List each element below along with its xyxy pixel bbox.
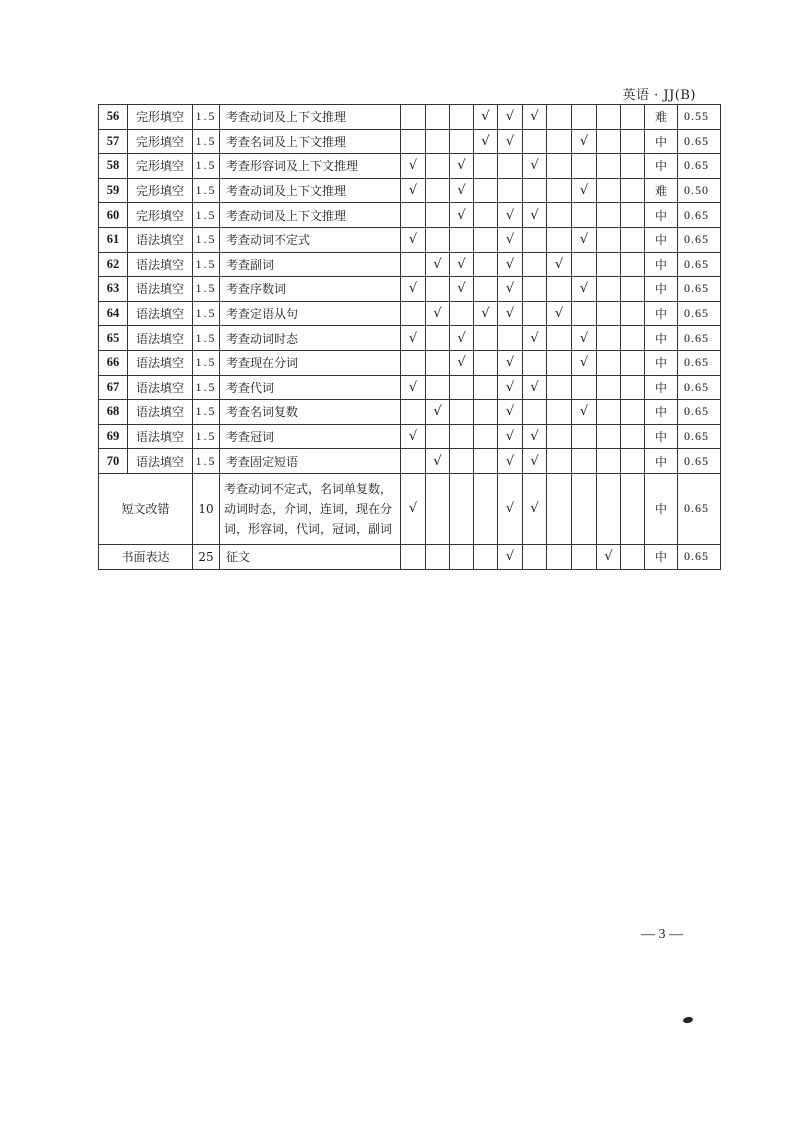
check-cell xyxy=(621,227,645,252)
question-number: 66 xyxy=(99,350,128,375)
check-cell xyxy=(597,326,621,351)
check-cell xyxy=(401,252,426,277)
table-row xyxy=(99,424,721,449)
question-type: 语法填空 xyxy=(128,252,193,277)
check-cell xyxy=(621,203,645,228)
check-cell: √ xyxy=(401,277,426,302)
question-number: 56 xyxy=(99,105,128,130)
check-cell xyxy=(547,227,572,252)
difficulty-index: 0.65 xyxy=(678,252,721,277)
check-cell xyxy=(450,424,474,449)
check-cell xyxy=(547,326,572,351)
check-cell xyxy=(474,154,498,179)
check-cell xyxy=(474,252,498,277)
check-cell xyxy=(621,350,645,375)
check-cell xyxy=(426,154,450,179)
check-cell: √ xyxy=(450,203,474,228)
check-cell xyxy=(523,301,547,326)
question-type: 语法填空 xyxy=(128,227,193,252)
difficulty-index: 0.65 xyxy=(678,203,721,228)
table-row xyxy=(99,203,721,228)
check-cell xyxy=(547,544,572,569)
check-cell xyxy=(621,400,645,425)
check-cell xyxy=(450,449,474,474)
check-cell xyxy=(523,400,547,425)
check-cell: √ xyxy=(426,449,450,474)
check-cell: √ xyxy=(474,301,498,326)
check-cell xyxy=(401,301,426,326)
question-number: 64 xyxy=(99,301,128,326)
check-cell: √ xyxy=(474,129,498,154)
check-cell: √ xyxy=(572,129,597,154)
question-description: 考查序数词 xyxy=(220,277,401,302)
check-cell: √ xyxy=(401,375,426,400)
check-cell xyxy=(621,105,645,130)
check-cell: √ xyxy=(597,544,621,569)
check-cell xyxy=(572,544,597,569)
difficulty-index: 0.65 xyxy=(678,129,721,154)
question-type: 完形填空 xyxy=(128,178,193,203)
check-cell xyxy=(597,252,621,277)
difficulty-level: 难 xyxy=(645,178,678,203)
check-cell xyxy=(450,375,474,400)
check-cell: √ xyxy=(474,105,498,130)
check-cell xyxy=(621,449,645,474)
check-cell xyxy=(401,203,426,228)
check-cell xyxy=(498,178,523,203)
table-row-writing xyxy=(99,544,721,569)
check-cell: √ xyxy=(426,400,450,425)
check-cell xyxy=(498,154,523,179)
difficulty-level: 中 xyxy=(645,544,678,569)
question-description: 考查冠词 xyxy=(220,424,401,449)
question-type: 语法填空 xyxy=(128,424,193,449)
table-row xyxy=(99,227,721,252)
check-cell xyxy=(426,424,450,449)
question-points: 1.5 xyxy=(193,449,220,474)
table-row xyxy=(99,449,721,474)
check-cell xyxy=(523,252,547,277)
check-cell: √ xyxy=(498,350,523,375)
difficulty-level: 中 xyxy=(645,424,678,449)
check-cell xyxy=(450,473,474,544)
check-cell xyxy=(401,400,426,425)
table-row xyxy=(99,400,721,425)
check-cell: √ xyxy=(498,449,523,474)
check-cell xyxy=(547,154,572,179)
question-number: 69 xyxy=(99,424,128,449)
check-cell xyxy=(597,473,621,544)
table-row xyxy=(99,350,721,375)
check-cell: √ xyxy=(523,326,547,351)
check-cell: √ xyxy=(498,203,523,228)
question-type: 语法填空 xyxy=(128,277,193,302)
table-body xyxy=(99,105,721,570)
question-points: 25 xyxy=(193,544,220,569)
difficulty-index: 0.55 xyxy=(678,105,721,130)
question-points: 1.5 xyxy=(193,350,220,375)
difficulty-index: 0.65 xyxy=(678,473,721,544)
check-cell xyxy=(401,105,426,130)
check-cell xyxy=(597,350,621,375)
question-description: 征文 xyxy=(220,544,401,569)
check-cell xyxy=(547,277,572,302)
check-cell xyxy=(523,178,547,203)
check-cell: √ xyxy=(498,375,523,400)
check-cell xyxy=(547,400,572,425)
difficulty-index: 0.65 xyxy=(678,277,721,302)
check-cell xyxy=(426,178,450,203)
question-description: 考查动词时态 xyxy=(220,326,401,351)
check-cell: √ xyxy=(450,326,474,351)
question-description: 考查代词 xyxy=(220,375,401,400)
question-description: 考查现在分词 xyxy=(220,350,401,375)
check-cell xyxy=(621,154,645,179)
check-cell: √ xyxy=(572,400,597,425)
check-cell: √ xyxy=(498,129,523,154)
check-cell xyxy=(597,227,621,252)
check-cell: √ xyxy=(498,301,523,326)
check-cell: √ xyxy=(523,375,547,400)
check-cell xyxy=(474,473,498,544)
difficulty-index: 0.65 xyxy=(678,424,721,449)
check-cell xyxy=(426,277,450,302)
check-cell xyxy=(621,178,645,203)
check-cell xyxy=(621,252,645,277)
check-cell xyxy=(597,449,621,474)
check-cell xyxy=(426,105,450,130)
check-cell xyxy=(474,326,498,351)
table-row xyxy=(99,277,721,302)
check-cell xyxy=(450,227,474,252)
question-points: 1.5 xyxy=(193,203,220,228)
check-cell: √ xyxy=(523,154,547,179)
check-cell xyxy=(597,105,621,130)
check-cell: √ xyxy=(498,544,523,569)
difficulty-level: 中 xyxy=(645,154,678,179)
check-cell xyxy=(597,400,621,425)
check-cell: √ xyxy=(401,154,426,179)
difficulty-level: 中 xyxy=(645,449,678,474)
check-cell: √ xyxy=(426,252,450,277)
question-points: 1.5 xyxy=(193,227,220,252)
difficulty-index: 0.65 xyxy=(678,544,721,569)
check-cell xyxy=(572,449,597,474)
check-cell: √ xyxy=(547,252,572,277)
check-cell xyxy=(426,350,450,375)
check-cell xyxy=(426,473,450,544)
difficulty-level: 中 xyxy=(645,203,678,228)
check-cell xyxy=(547,350,572,375)
question-type: 完形填空 xyxy=(128,154,193,179)
difficulty-level: 中 xyxy=(645,350,678,375)
question-number: 60 xyxy=(99,203,128,228)
check-cell xyxy=(474,424,498,449)
question-number: 58 xyxy=(99,154,128,179)
check-cell xyxy=(523,227,547,252)
check-cell xyxy=(597,424,621,449)
check-cell: √ xyxy=(450,178,474,203)
check-cell xyxy=(597,129,621,154)
check-cell: √ xyxy=(401,227,426,252)
check-cell: √ xyxy=(401,424,426,449)
check-cell: √ xyxy=(401,326,426,351)
check-cell xyxy=(474,203,498,228)
check-cell xyxy=(450,544,474,569)
difficulty-level: 中 xyxy=(645,252,678,277)
check-cell xyxy=(401,544,426,569)
check-cell xyxy=(401,449,426,474)
question-type: 语法填空 xyxy=(128,326,193,351)
question-number: 67 xyxy=(99,375,128,400)
check-cell xyxy=(597,178,621,203)
check-cell xyxy=(597,277,621,302)
check-cell xyxy=(426,203,450,228)
check-cell xyxy=(450,400,474,425)
check-cell xyxy=(597,301,621,326)
question-description: 考查副词 xyxy=(220,252,401,277)
check-cell xyxy=(572,473,597,544)
question-number: 70 xyxy=(99,449,128,474)
difficulty-level: 中 xyxy=(645,301,678,326)
check-cell xyxy=(621,424,645,449)
difficulty-level: 中 xyxy=(645,326,678,351)
check-cell: √ xyxy=(572,227,597,252)
question-type: 完形填空 xyxy=(128,203,193,228)
check-cell: √ xyxy=(523,424,547,449)
check-cell: √ xyxy=(547,301,572,326)
check-cell: √ xyxy=(523,449,547,474)
question-type: 书面表达 xyxy=(99,544,193,569)
check-cell xyxy=(621,326,645,351)
check-cell xyxy=(474,227,498,252)
check-cell: √ xyxy=(572,326,597,351)
check-cell: √ xyxy=(498,227,523,252)
check-cell xyxy=(426,544,450,569)
question-type: 完形填空 xyxy=(128,105,193,130)
question-description: 考查定语从句 xyxy=(220,301,401,326)
question-description: 考查动词及上下文推理 xyxy=(220,178,401,203)
question-points: 1.5 xyxy=(193,400,220,425)
check-cell: √ xyxy=(450,154,474,179)
difficulty-level: 中 xyxy=(645,473,678,544)
check-cell xyxy=(426,326,450,351)
question-number: 65 xyxy=(99,326,128,351)
difficulty-level: 中 xyxy=(645,129,678,154)
question-points: 1.5 xyxy=(193,277,220,302)
difficulty-index: 0.65 xyxy=(678,326,721,351)
ink-spot xyxy=(682,1016,693,1024)
page-header-subject-code: 英语 · JJ(B) xyxy=(622,88,696,103)
question-description: 考查形容词及上下文推理 xyxy=(220,154,401,179)
check-cell xyxy=(474,277,498,302)
difficulty-index: 0.65 xyxy=(678,375,721,400)
check-cell: √ xyxy=(572,178,597,203)
check-cell: √ xyxy=(523,105,547,130)
check-cell: √ xyxy=(498,424,523,449)
question-description: 考查动词不定式 xyxy=(220,227,401,252)
check-cell xyxy=(572,424,597,449)
check-cell xyxy=(572,252,597,277)
question-points: 1.5 xyxy=(193,301,220,326)
check-cell xyxy=(547,105,572,130)
check-cell xyxy=(547,203,572,228)
question-type: 短文改错 xyxy=(99,473,193,544)
check-cell: √ xyxy=(450,350,474,375)
question-points: 10 xyxy=(193,473,220,544)
question-description: 考查动词及上下文推理 xyxy=(220,203,401,228)
check-cell xyxy=(523,129,547,154)
table-row xyxy=(99,326,721,351)
difficulty-level: 中 xyxy=(645,400,678,425)
check-cell xyxy=(401,129,426,154)
check-cell xyxy=(450,129,474,154)
question-points: 1.5 xyxy=(193,154,220,179)
check-cell xyxy=(597,154,621,179)
difficulty-index: 0.65 xyxy=(678,449,721,474)
question-points: 1.5 xyxy=(193,129,220,154)
difficulty-index: 0.65 xyxy=(678,154,721,179)
question-points: 1.5 xyxy=(193,424,220,449)
question-points: 1.5 xyxy=(193,326,220,351)
exam-specification-table xyxy=(98,104,721,570)
difficulty-level: 中 xyxy=(645,227,678,252)
check-cell xyxy=(426,227,450,252)
difficulty-index: 0.50 xyxy=(678,178,721,203)
question-description: 考查固定短语 xyxy=(220,449,401,474)
difficulty-level: 难 xyxy=(645,105,678,130)
check-cell xyxy=(572,203,597,228)
check-cell: √ xyxy=(498,252,523,277)
check-cell xyxy=(597,203,621,228)
check-cell xyxy=(547,375,572,400)
check-cell xyxy=(474,178,498,203)
check-cell xyxy=(523,544,547,569)
question-description: 考查动词及上下文推理 xyxy=(220,105,401,130)
check-cell xyxy=(547,129,572,154)
question-number: 59 xyxy=(99,178,128,203)
question-number: 68 xyxy=(99,400,128,425)
check-cell xyxy=(547,178,572,203)
check-cell xyxy=(621,129,645,154)
check-cell: √ xyxy=(523,473,547,544)
check-cell xyxy=(621,375,645,400)
check-cell xyxy=(523,277,547,302)
check-cell xyxy=(572,105,597,130)
check-cell xyxy=(523,350,547,375)
question-number: 61 xyxy=(99,227,128,252)
check-cell: √ xyxy=(450,277,474,302)
question-type: 语法填空 xyxy=(128,449,193,474)
question-type: 语法填空 xyxy=(128,350,193,375)
check-cell xyxy=(572,154,597,179)
check-cell: √ xyxy=(498,473,523,544)
difficulty-index: 0.65 xyxy=(678,400,721,425)
table-row xyxy=(99,129,721,154)
check-cell xyxy=(450,105,474,130)
page-number: — 3 — xyxy=(641,927,683,942)
check-cell xyxy=(474,544,498,569)
question-points: 1.5 xyxy=(193,178,220,203)
check-cell: √ xyxy=(498,277,523,302)
check-cell xyxy=(474,375,498,400)
check-cell: √ xyxy=(450,252,474,277)
question-description: 考查动词不定式，名词单复数，动词时态，介词，连词，现在分词，形容词，代词，冠词，副词 xyxy=(220,473,401,544)
difficulty-index: 0.65 xyxy=(678,350,721,375)
check-cell xyxy=(547,424,572,449)
check-cell xyxy=(426,375,450,400)
check-cell xyxy=(547,449,572,474)
check-cell: √ xyxy=(401,178,426,203)
check-cell xyxy=(474,350,498,375)
table-row-error-correction xyxy=(99,473,721,544)
question-number: 62 xyxy=(99,252,128,277)
table-row xyxy=(99,178,721,203)
check-cell xyxy=(474,449,498,474)
difficulty-index: 0.65 xyxy=(678,301,721,326)
table-row xyxy=(99,252,721,277)
check-cell: √ xyxy=(572,350,597,375)
table-row xyxy=(99,301,721,326)
check-cell: √ xyxy=(523,203,547,228)
check-cell: √ xyxy=(401,473,426,544)
check-cell xyxy=(547,473,572,544)
check-cell xyxy=(572,301,597,326)
check-cell xyxy=(474,400,498,425)
check-cell: √ xyxy=(572,277,597,302)
question-number: 57 xyxy=(99,129,128,154)
question-type: 语法填空 xyxy=(128,400,193,425)
question-number: 63 xyxy=(99,277,128,302)
check-cell xyxy=(401,350,426,375)
check-cell: √ xyxy=(426,301,450,326)
table-row xyxy=(99,105,721,130)
difficulty-index: 0.65 xyxy=(678,227,721,252)
difficulty-level: 中 xyxy=(645,375,678,400)
check-cell: √ xyxy=(498,105,523,130)
question-points: 1.5 xyxy=(193,105,220,130)
check-cell xyxy=(572,375,597,400)
question-description: 考查名词复数 xyxy=(220,400,401,425)
question-type: 语法填空 xyxy=(128,301,193,326)
check-cell xyxy=(621,544,645,569)
question-type: 语法填空 xyxy=(128,375,193,400)
question-points: 1.5 xyxy=(193,375,220,400)
check-cell xyxy=(450,301,474,326)
check-cell xyxy=(621,277,645,302)
check-cell xyxy=(426,129,450,154)
question-type: 完形填空 xyxy=(128,129,193,154)
check-cell xyxy=(621,301,645,326)
difficulty-level: 中 xyxy=(645,277,678,302)
question-points: 1.5 xyxy=(193,252,220,277)
question-description: 考查名词及上下文推理 xyxy=(220,129,401,154)
check-cell: √ xyxy=(498,400,523,425)
check-cell xyxy=(597,375,621,400)
table-row xyxy=(99,375,721,400)
check-cell xyxy=(621,473,645,544)
check-cell xyxy=(498,326,523,351)
table-row xyxy=(99,154,721,179)
